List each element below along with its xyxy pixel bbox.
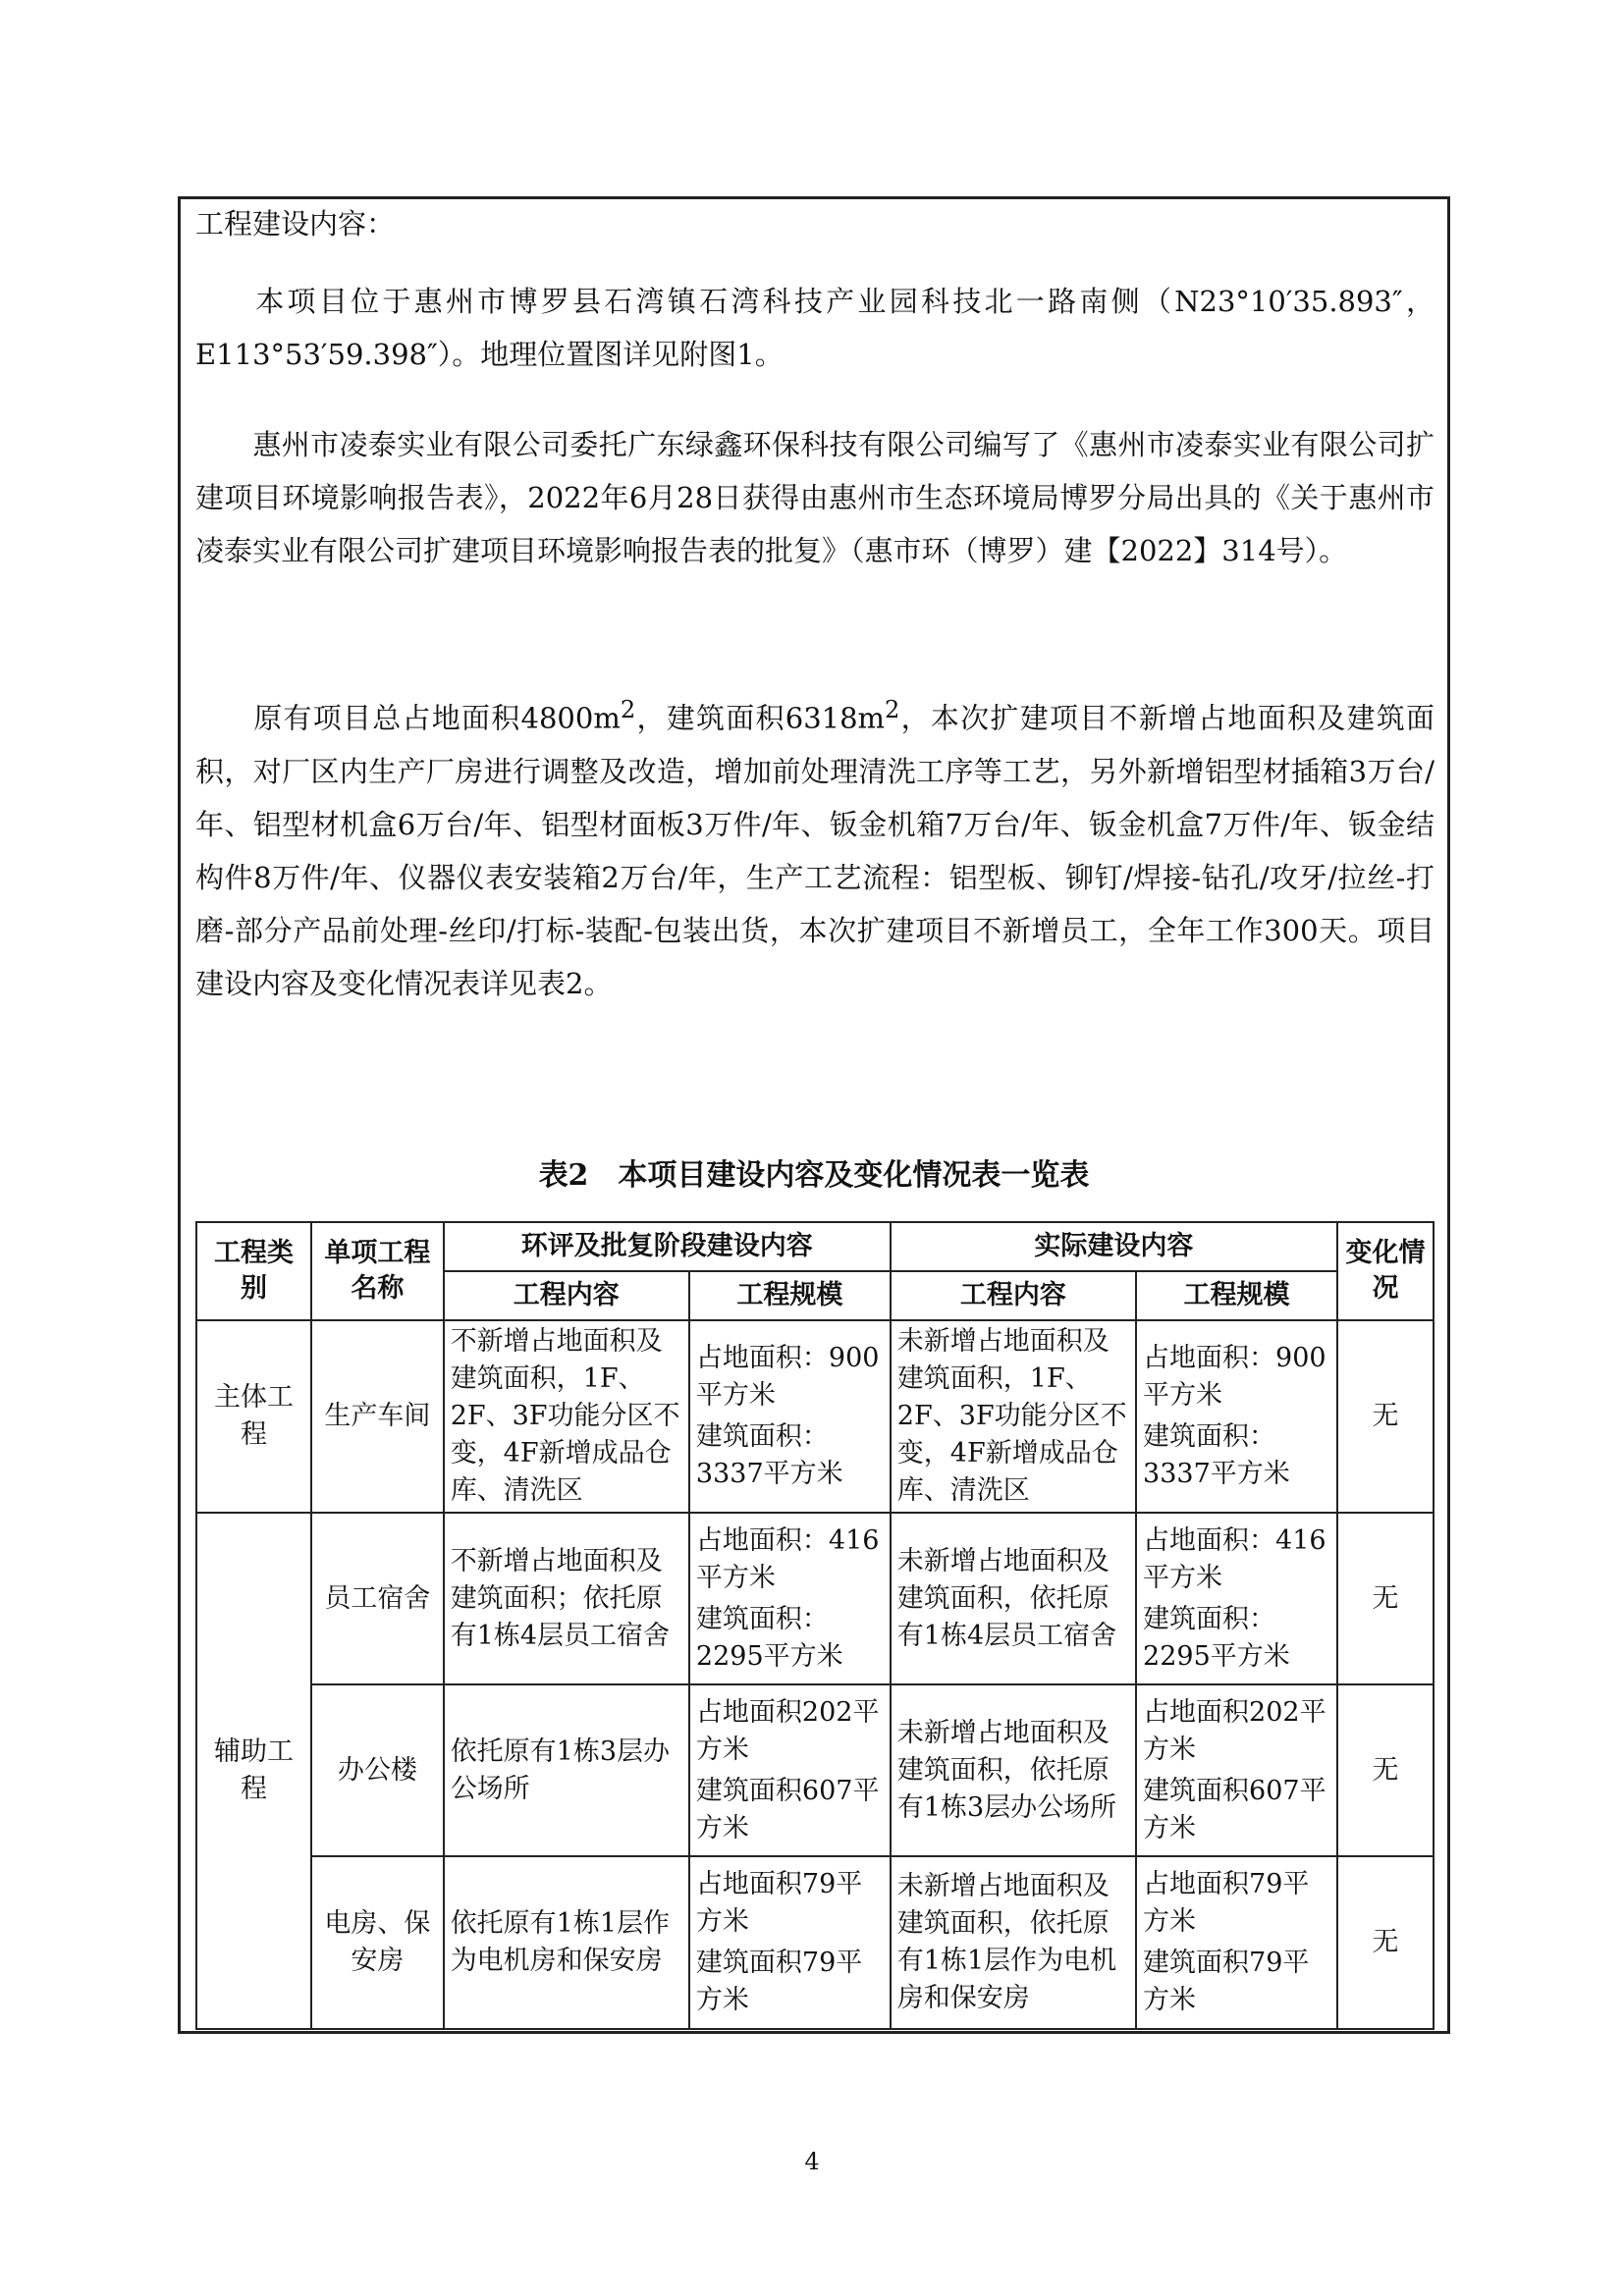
- eia-scale-cell: [689, 1684, 891, 1856]
- approval-text: 惠州市凌泰实业有限公司委托广东绿鑫环保科技有限公司编写了《惠州市凌泰实业有限公司扩建项目环境影响报告表》，2022年6月28日获得由惠州市生态环境局博罗分局出具的《关于惠州市凌泰实业有限公司扩建项目环境影响报告表的批复》（惠市环（博罗）建【2022】314号）。: [195, 428, 1435, 567]
- building-area-text: 建筑面积607平方米: [695, 1775, 880, 1843]
- table-header-row: [196, 1222, 1434, 1271]
- change-cell: 无: [1337, 1684, 1434, 1856]
- actual-content-cell: 未新增占地面积及建筑面积，依托原有1栋4层员工宿舍: [891, 1513, 1136, 1684]
- header-actual-scale: 工程规模: [1136, 1271, 1337, 1320]
- table-row: [196, 1856, 1434, 2029]
- building-area-text: 建筑面积79平方米: [695, 1948, 863, 2015]
- building-area-text: 建筑面积：2295平方米: [1143, 1603, 1290, 1672]
- building-area-text: 建筑面积607平方米: [1143, 1775, 1326, 1843]
- table-row: [196, 1513, 1434, 1684]
- page-number: 4: [804, 2148, 820, 2175]
- actual-scale-cell: [1136, 1513, 1337, 1684]
- header-eia-stage: 环评及批复阶段建设内容: [444, 1222, 891, 1271]
- superscript-2: 2: [620, 696, 636, 723]
- header-eia-content: 工程内容: [444, 1271, 689, 1320]
- land-area-text: 占地面积：416平方米: [695, 1524, 880, 1593]
- actual-scale-cell: [1136, 1320, 1337, 1513]
- scope-text-part2: ，建筑面积6318m: [635, 701, 886, 735]
- eia-scale-cell: [689, 1320, 891, 1513]
- land-area-text: 占地面积79平方米: [695, 1869, 863, 1937]
- table-row: [196, 1684, 1434, 1856]
- building-area-text: 建筑面积79平方米: [1143, 1948, 1310, 2015]
- change-cell: 无: [1337, 1856, 1434, 2029]
- land-area-text: 占地面积202平方米: [695, 1696, 880, 1765]
- actual-content-cell: 未新增占地面积及建筑面积，1F、2F、3F功能分区不变，4F新增成品仓库、清洗区: [891, 1320, 1136, 1513]
- item-name-cell: 办公楼: [311, 1684, 444, 1856]
- building-area-text: 建筑面积：2295平方米: [695, 1603, 843, 1672]
- eia-content-cell: 不新增占地面积及建筑面积；依托原有1栋4层员工宿舍: [444, 1513, 689, 1684]
- change-cell: 无: [1337, 1513, 1434, 1684]
- header-actual-construction: 实际建设内容: [891, 1222, 1337, 1271]
- actual-scale-cell: [1136, 1856, 1337, 2029]
- section-heading: 工程建设内容：: [195, 207, 396, 240]
- eia-content-cell: 依托原有1栋3层办公场所: [444, 1684, 689, 1856]
- land-area-text: 占地面积202平方米: [1143, 1696, 1326, 1765]
- land-area-text: 占地面积：900平方米: [1143, 1343, 1326, 1411]
- land-area-text: 占地面积：416平方米: [1143, 1524, 1326, 1593]
- land-area-text: 占地面积79平方米: [1143, 1869, 1310, 1937]
- actual-scale-cell: [1136, 1684, 1337, 1856]
- scope-text-part1: 原有项目总占地面积4800m: [252, 701, 621, 735]
- eia-content-cell: 不新增占地面积及建筑面积，1F、2F、3F功能分区不变，4F新增成品仓库、清洗区: [444, 1320, 689, 1513]
- table-row: [196, 1320, 1434, 1513]
- eia-scale-cell: [689, 1856, 891, 2029]
- item-name-cell: 电房、保安房: [311, 1856, 444, 2029]
- location-paragraph: [195, 275, 1435, 381]
- change-cell: 无: [1337, 1320, 1434, 1513]
- land-area-text: 占地面积：900平方米: [695, 1343, 880, 1411]
- header-change: 变化情况: [1337, 1222, 1434, 1320]
- header-category: 工程类别: [196, 1222, 311, 1320]
- eia-content-cell: 依托原有1栋1层作为电机房和保安房: [444, 1856, 689, 2029]
- building-area-text: 建筑面积：3337平方米: [695, 1421, 843, 1489]
- item-name-cell: 生产车间: [311, 1320, 444, 1513]
- header-eia-scale: 工程规模: [689, 1271, 891, 1320]
- approval-paragraph: [195, 418, 1435, 577]
- scope-paragraph: [195, 683, 1435, 1010]
- actual-content-cell: 未新增占地面积及建筑面积，依托原有1栋1层作为电机房和保安房: [891, 1856, 1136, 2029]
- category-cell: 辅助工程: [196, 1513, 311, 2029]
- eia-scale-cell: [689, 1513, 891, 1684]
- construction-content-table: [195, 1221, 1435, 2030]
- scope-text-part3: ，本次扩建项目不新增占地面积及建筑面积，对厂区内生产厂房进行调整及改造，增加前处理清洗工序等工艺，另外新增铝型材插箱3万台/年、铝型材机盒6万台/年、铝型材面板3万件/年、钣金机箱7万台/年、钣金机盒7万件/年、钣金结构件8万件/年、仪器仪表安装箱2万台/年，生产工艺流程：铝型板、铆钉/焊接-钻孔/攻牙/拉丝-打磨-部分产品前处理-丝印/打标-装配-包装出货，本次扩建项目不新增员工，全年工作300天。项目建设内容及变化情况表详见表2。: [195, 701, 1435, 1000]
- building-area-text: 建筑面积：3337平方米: [1143, 1421, 1290, 1489]
- header-item-name: 单项工程名称: [311, 1222, 444, 1320]
- location-text: 本项目位于惠州市博罗县石湾镇石湾科技产业园科技北一路南侧（N23°10′35.893″，E113°53′59.398″）。地理位置图详见附图1。: [195, 285, 1435, 371]
- actual-content-cell: 未新增占地面积及建筑面积，依托原有1栋3层办公场所: [891, 1684, 1136, 1856]
- table-caption: 表2 本项目建设内容及变化情况表一览表: [538, 1158, 1090, 1193]
- category-cell: 主体工程: [196, 1320, 311, 1513]
- item-name-cell: 员工宿舍: [311, 1513, 444, 1684]
- superscript-2: 2: [885, 696, 900, 723]
- header-actual-content: 工程内容: [891, 1271, 1136, 1320]
